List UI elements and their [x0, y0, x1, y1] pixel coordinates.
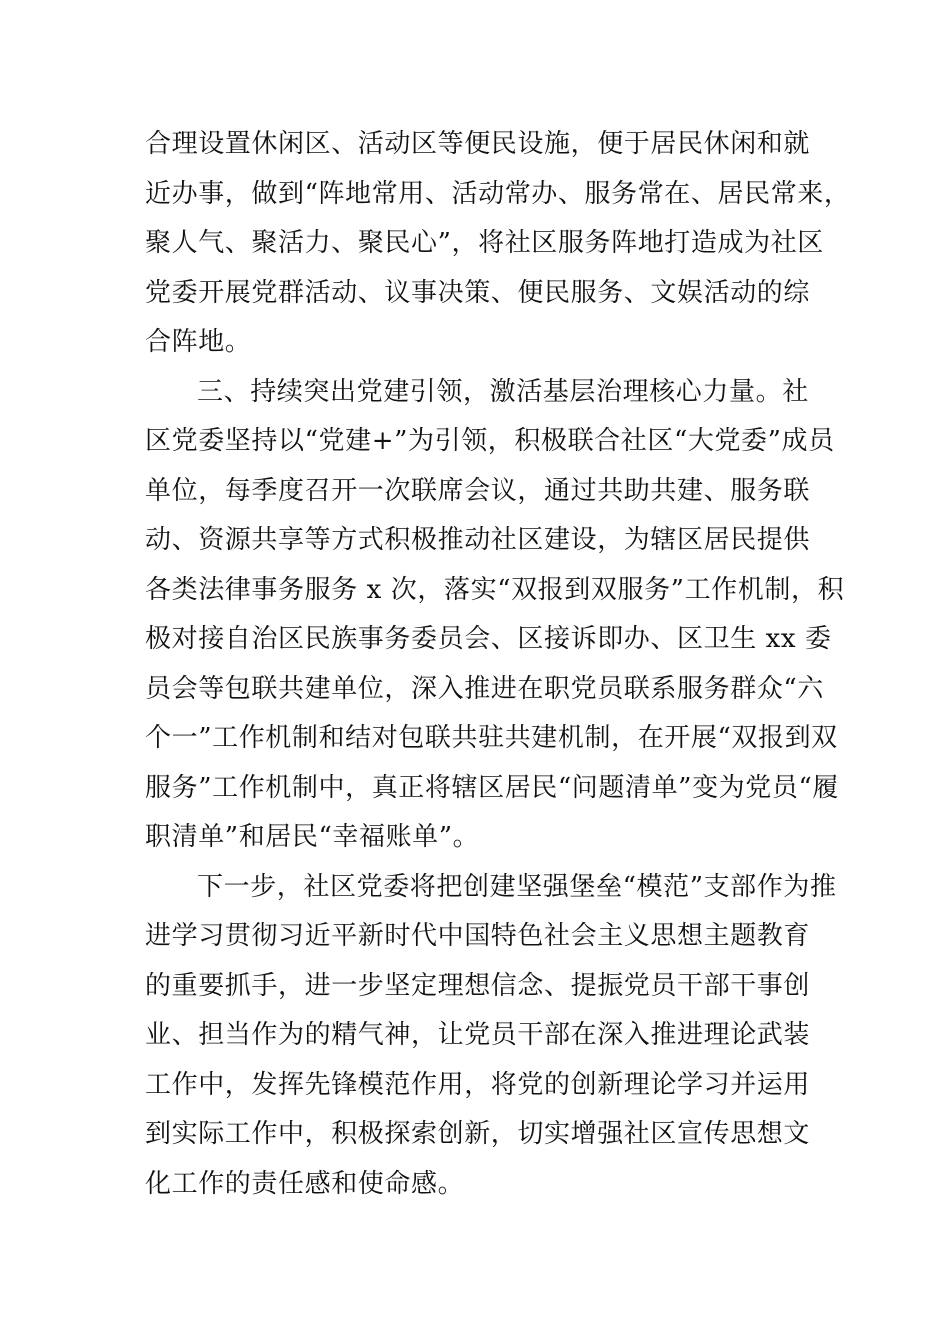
text-line: 业、担当作为的精气神，让党员干部在深入推进理论武装 [145, 1020, 811, 1050]
text-line: 聚人气、聚活力、聚民心”，将社区服务阵地打造成为社区 [145, 228, 824, 258]
text-line: 的重要抓手，进一步坚定理想信念、提振党员干部干事创 [145, 970, 811, 1001]
text-line: 职清单”和居民“幸福账单”。 [145, 822, 480, 852]
text-line: 党委开展党群活动、议事决策、便民服务、文娱活动的综 [145, 277, 811, 308]
text-line: 个一”工作机制和结对包联共驻共建机制，在开展“双报到双 [145, 723, 838, 753]
text-line: 区党委坚持以“党建+”为引领，积极联合社区“大党委”成员 [145, 426, 835, 456]
text-line: 服务”工作机制中，真正将辖区居民“问题清单”变为党员“履 [145, 772, 839, 803]
text-line: 员会等包联共建单位，深入推进在职党员联系服务群众“六 [145, 673, 824, 704]
text-line: 动、资源共享等方式积极推动社区建设，为辖区居民提供 [145, 525, 811, 555]
text-line: 各类法律事务服务 x 次，落实“双报到双服务”工作机制，积 [145, 574, 845, 605]
text-line: 近办事，做到“阵地常用、活动常办、服务常在、居民常来， [145, 178, 851, 209]
body-text [145, 120, 851, 1209]
text-line: 进学习贯彻习近平新时代中国特色社会主义思想主题教育 [145, 921, 811, 951]
paragraph-start-line: 三、持续突出党建引领，激活基层治理核心力量。社 [197, 376, 809, 407]
text-line: 到实际工作中，积极探索创新，切实增强社区宣传思想文 [145, 1119, 811, 1149]
text-line: 单位，每季度召开一次联席会议，通过共助共建、服务联 [145, 475, 811, 506]
paragraph-start-line: 下一步，社区党委将把创建坚强堡垒“模范”支部作为推 [197, 871, 837, 902]
text-line: 合阵地。 [145, 327, 252, 357]
text-line: 极对接自治区民族事务委员会、区接诉即办、区卫生 xx 委 [145, 624, 832, 654]
text-line: 工作中，发挥先锋模范作用，将党的创新理论学习并运用 [145, 1069, 811, 1100]
text-line: 合理设置休闲区、活动区等便民设施，便于居民休闲和就 [145, 129, 811, 159]
text-line: 化工作的责任感和使命感。 [145, 1168, 465, 1199]
